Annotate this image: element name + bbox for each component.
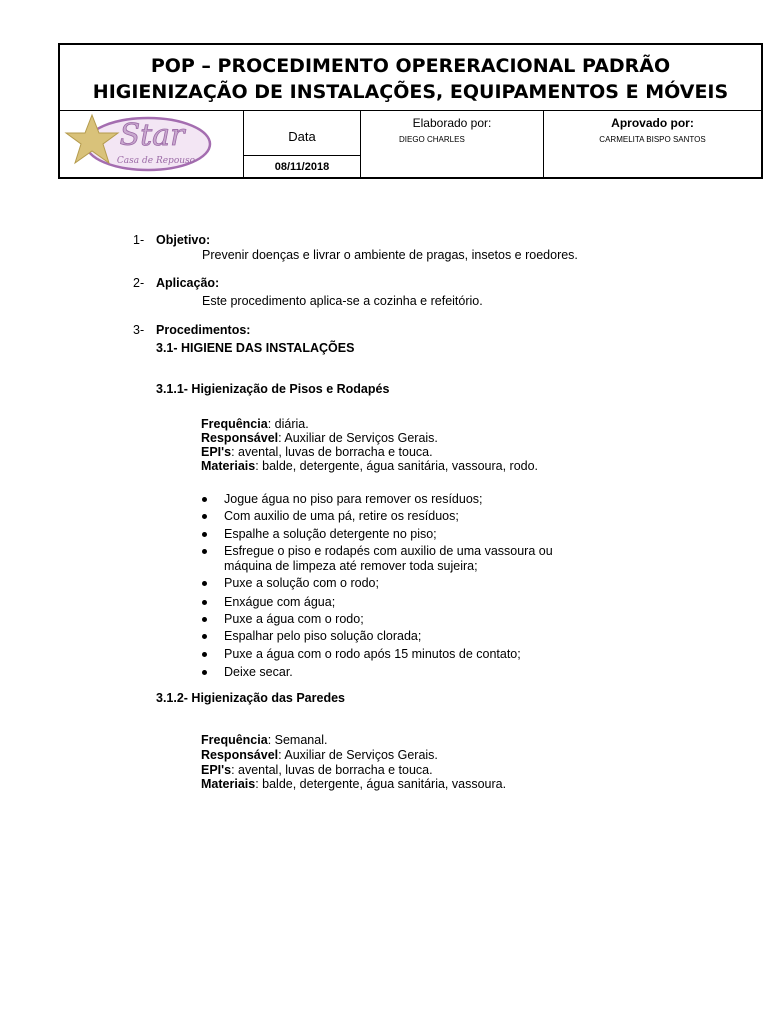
star-logo: [60, 111, 242, 177]
bullet-icon: [202, 652, 207, 657]
section-2-number: 2-: [133, 276, 145, 290]
document-title: [60, 45, 761, 111]
step-item: Puxe a água com o rodo após 15 minutos de contato;: [224, 647, 521, 661]
document-header-table: [58, 43, 763, 179]
s311-epi-value: : avental, luvas de borracha e touca.: [231, 445, 433, 459]
section-2-text: Este procedimento aplica-se a cozinha e refeitório.: [202, 294, 483, 308]
section-1-title: Objetivo:: [156, 233, 211, 247]
s312-responsible: [201, 748, 438, 763]
section-3-1-2-title: 3.1.2- Higienização das Paredes: [156, 691, 345, 705]
bullet-icon: [202, 634, 207, 639]
s311-epi-label: EPI's: [201, 445, 232, 459]
bullet-icon: [202, 581, 207, 586]
step-item: Jogue água no piso para remover os resíduos;: [224, 492, 483, 506]
s311-materials-value: : balde, detergente, água sanitária, vassoura, rodo.: [255, 459, 539, 473]
section-2-title: Aplicação:: [156, 276, 220, 290]
bullet-icon: [202, 617, 207, 622]
date-cell: [244, 111, 361, 179]
step-item: Puxe a água com o rodo;: [224, 612, 364, 626]
section-1-number: 1-: [133, 233, 145, 247]
s312-frequency-label: Frequência: [201, 733, 268, 747]
date-label: Data: [288, 129, 316, 144]
s311-materials: [201, 459, 538, 474]
s311-responsible: [201, 431, 438, 446]
section-3-1-title: 3.1- HIGIENE DAS INSTALAÇÕES: [156, 341, 355, 355]
date-value: 08/11/2018: [274, 161, 330, 173]
approved-by-label: Aprovado por:: [611, 116, 694, 130]
section-3-1-1-title: 3.1.1- Higienização de Pisos e Rodapés: [156, 382, 390, 396]
approved-by-cell: [544, 111, 761, 179]
s312-epi: [201, 763, 433, 778]
s311-materials-label: Materiais: [201, 459, 256, 473]
step-item: Com auxilio de uma pá, retire os resíduos;: [224, 509, 459, 523]
elaborated-by-cell: [361, 111, 544, 179]
logo-tagline: Casa de Repouso: [116, 156, 196, 166]
bullet-icon: [202, 532, 207, 537]
s311-frequency-value: : diária.: [267, 417, 309, 431]
s312-epi-value: : avental, luvas de borracha e touca.: [231, 763, 433, 777]
s312-materials-value: : balde, detergente, água sanitária, vassoura.: [255, 777, 507, 791]
bullet-icon: [202, 549, 207, 554]
s312-epi-label: EPI's: [201, 763, 232, 777]
logo-cell: [60, 111, 244, 179]
title-line-2: HIGIENIZAÇÃO DE INSTALAÇÕES, EQUIPAMENTOS E MÓVEIS: [92, 81, 729, 103]
title-line-1: POP – PROCEDIMENTO OPERERACIONAL PADRÃO: [150, 55, 671, 77]
step-item: Espalhe a solução detergente no piso;: [224, 527, 437, 541]
date-divider: [244, 155, 360, 156]
s311-epi: [201, 445, 433, 460]
bullet-icon: [202, 514, 207, 519]
bullet-icon: [202, 600, 207, 605]
step-item: Deixe secar.: [224, 665, 293, 679]
s312-responsible-label: Responsável: [201, 748, 279, 762]
elaborated-by-name: DIEGO CHARLES: [399, 135, 465, 144]
s311-frequency: [201, 417, 309, 432]
s311-frequency-label: Frequência: [201, 417, 268, 431]
approved-by-name: CARMELITA BISPO SANTOS: [599, 135, 706, 144]
step-item: Puxe a solução com o rodo;: [224, 576, 379, 590]
s312-responsible-value: : Auxiliar de Serviços Gerais.: [278, 748, 438, 762]
section-3-title: Procedimentos:: [156, 323, 251, 337]
s312-frequency: [201, 733, 327, 748]
step-item-continuation: máquina de limpeza até remover toda sujeira;: [224, 559, 478, 573]
step-item: Espalhar pelo piso solução clorada;: [224, 629, 422, 643]
s312-materials: [201, 777, 506, 792]
bullet-icon: [202, 497, 207, 502]
bullet-icon: [202, 670, 207, 675]
logo-brand: Star: [119, 118, 185, 153]
s312-materials-label: Materiais: [201, 777, 256, 791]
section-3-number: 3-: [133, 323, 145, 337]
step-item: Esfregue o piso e rodapés com auxilio de uma vassoura ou: [224, 544, 553, 558]
s311-responsible-value: : Auxiliar de Serviços Gerais.: [278, 431, 438, 445]
s312-frequency-value: : Semanal.: [267, 733, 328, 747]
section-1-text: Prevenir doenças e livrar o ambiente de pragas, insetos e roedores.: [202, 248, 578, 262]
step-item: Enxágue com água;: [224, 595, 336, 609]
elaborated-by-label: Elaborado por:: [412, 116, 492, 130]
s311-responsible-label: Responsável: [201, 431, 279, 445]
